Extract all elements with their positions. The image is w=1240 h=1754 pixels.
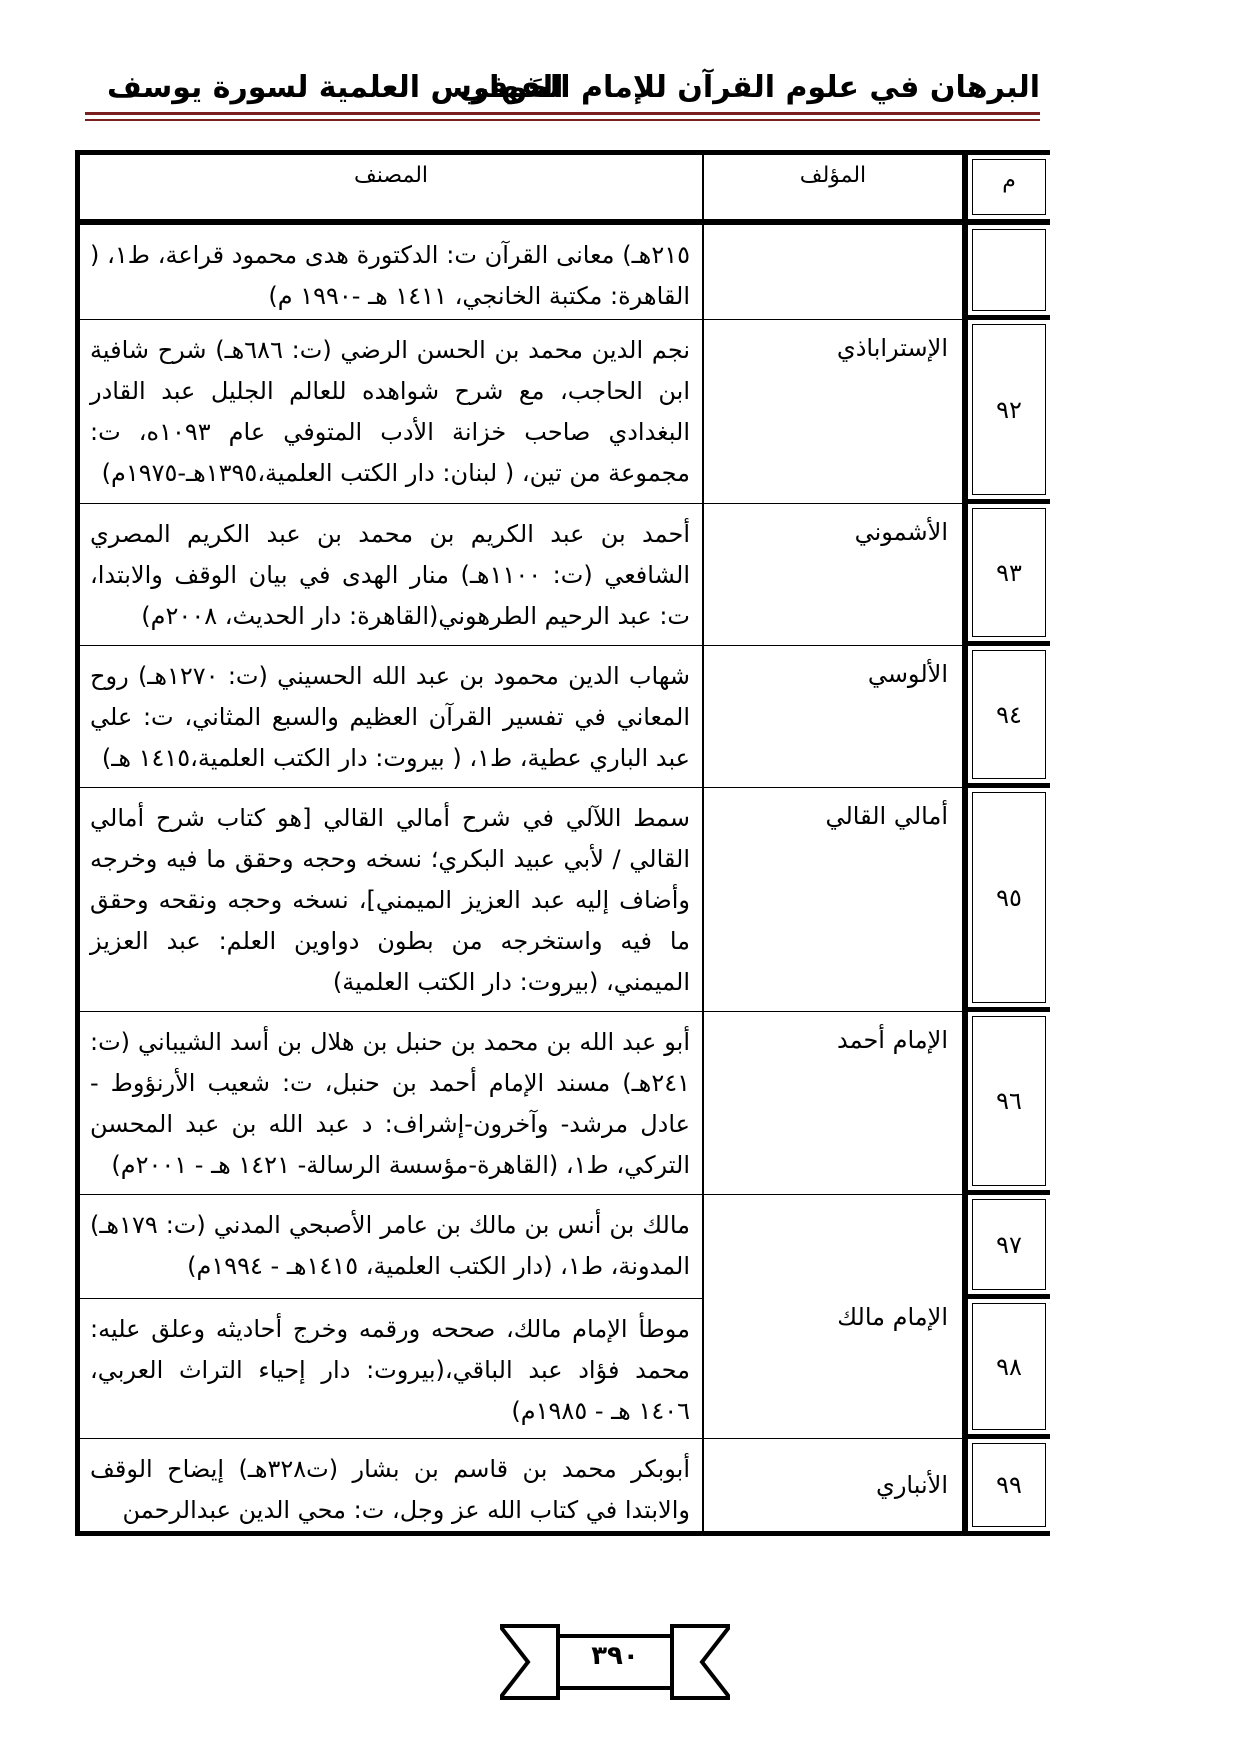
row-number: ٩٣: [996, 558, 1022, 587]
row-number-cell: [962, 1012, 1050, 1195]
row-number: ٩٥: [996, 883, 1022, 912]
table-row: [80, 1439, 1050, 1531]
row-number: ٩٦: [996, 1087, 1022, 1115]
row-number: ٩٤: [996, 700, 1022, 729]
author-cell: الأشموني: [702, 504, 962, 646]
references-table-wrapper: [75, 150, 1050, 1524]
row-number-cell: [962, 320, 1050, 504]
row-number: ٩٢: [996, 395, 1022, 424]
table-row: [80, 1195, 1050, 1299]
work-cell: أحمد بن عبد الكريم بن محمد بن عبد الكريم المصري الشافعي (ت: ١١٠٠هـ) منار الهدى في بيان الوقف والابتدا، ت: عبد الرحيم الطرهوني(القاهرة: دار الحديث، ٢٠٠٨م): [80, 504, 702, 646]
column-header-work: المصنف: [80, 155, 702, 225]
table-row: [80, 504, 1050, 646]
column-header-number-label: م: [1002, 168, 1016, 193]
work-cell: سمط اللآلي في شرح أمالي القالي [هو كتاب شرح أمالي القالي / لأبي عبيد البكري؛ نسخه وحجه وحقق ما فيه وخرجه وأضاف إليه عبد العزيز الميمني]، نسخه وحجه ونقحه وحقق ما فيه واستخرجه من بطون دواوين العلم: عبد العزيز الميمني، (بيروت: دار الكتب العلمية): [80, 788, 702, 1012]
table-row: [80, 646, 1050, 788]
author-cell: الإستراباذي: [702, 320, 962, 504]
row-number: ٩٧: [996, 1230, 1022, 1259]
references-table: [75, 150, 1050, 1536]
work-cell: شهاب الدين محمود بن عبد الله الحسيني (ت: ١٢٧٠هـ) روح المعاني في تفسير القرآن العظيم والسبع المثاني، ت: علي عبد الباري عطية، ط١، ( بيروت: دار الكتب العلمية،١٤١٥ هـ): [80, 646, 702, 788]
column-header-author: المؤلف: [702, 155, 962, 225]
author-cell: الإمام أحمد: [702, 1012, 962, 1195]
book-title: البرهان في علوم القرآن للإمام الحَوفي: [458, 70, 1040, 105]
work-cell: موطأ الإمام مالك، صححه ورقمه وخرج أحاديثه وعلق عليه: محمد فؤاد عبد الباقي،(بيروت: دار إحياء التراث العربي، ١٤٠٦ هـ - ١٩٨٥م): [80, 1299, 702, 1439]
author-cell: [702, 225, 962, 320]
section-title: الفهارس العلمية لسورة يوسف: [107, 70, 564, 105]
author-cell: الإمام مالك: [702, 1195, 962, 1439]
row-number: ٩٩: [996, 1471, 1022, 1499]
row-number: ٩٨: [996, 1352, 1022, 1381]
row-number-cell: [962, 646, 1050, 788]
header-rule: [85, 112, 1040, 115]
author-cell: الألوسي: [702, 646, 962, 788]
table-header-row: [80, 155, 1050, 225]
row-number-cell: [962, 1439, 1050, 1531]
author-cell: أمالي القالي: [702, 788, 962, 1012]
row-number-cell: [962, 1195, 1050, 1299]
table-row: [80, 320, 1050, 504]
table-row: [80, 225, 1050, 320]
row-number-cell: [962, 225, 1050, 320]
work-cell: أبو عبد الله بن محمد بن حنبل بن هلال بن أسد الشيباني (ت: ٢٤١هـ) مسند الإمام أحمد بن حنبل، ت: شعيب الأرنؤوط - عادل مرشد- وآخرون-إشراف: د عبد الله بن عبد المحسن التركي، ط١، (القاهرة-مؤسسة الرسالة- ١٤٢١ هـ - ٢٠٠١م): [80, 1012, 702, 1195]
row-number-cell: [962, 788, 1050, 1012]
work-cell: أبوبكر محمد بن قاسم بن بشار (ت٣٢٨هـ) إيضاح الوقف والابتدا في كتاب الله عز وجل، ت: محي الدين عبدالرحمن: [90, 1455, 690, 1524]
column-header-number: [962, 155, 1050, 225]
row-number-cell: [962, 1299, 1050, 1439]
table-row: [80, 788, 1050, 1012]
work-cell: ٢١٥هـ) معانى القرآن ت: الدكتورة هدى محمود قراعة، ط١، ( القاهرة: مكتبة الخانجي، ١٤١١ هـ -١٩٩٠ م): [80, 225, 702, 320]
page-number: ٣٩٠: [591, 1641, 639, 1671]
author-cell: الأنباري: [702, 1439, 962, 1531]
work-cell: نجم الدين محمد بن الحسن الرضي (ت: ٦٨٦هـ) شرح شافية ابن الحاجب، مع شرح شواهده للعالم الجليل عبد القادر البغدادي صاحب خزانة الأدب المتوفي عام ١٠٩٣ه، ت: مجموعة من تين، ( لبنان: دار الكتب العلمية،١٣٩٥هـ-١٩٧٥م): [80, 320, 702, 504]
header-rule-secondary: [85, 119, 1040, 121]
page-header: [85, 70, 1040, 112]
table-row: [80, 1012, 1050, 1195]
row-number-cell: [962, 504, 1050, 646]
work-cell: مالك بن أنس بن مالك بن عامر الأصبحي المدني (ت: ١٧٩هـ) المدونة، ط١، (دار الكتب العلمية، ١٤١٥هـ - ١٩٩٤م): [80, 1195, 702, 1299]
